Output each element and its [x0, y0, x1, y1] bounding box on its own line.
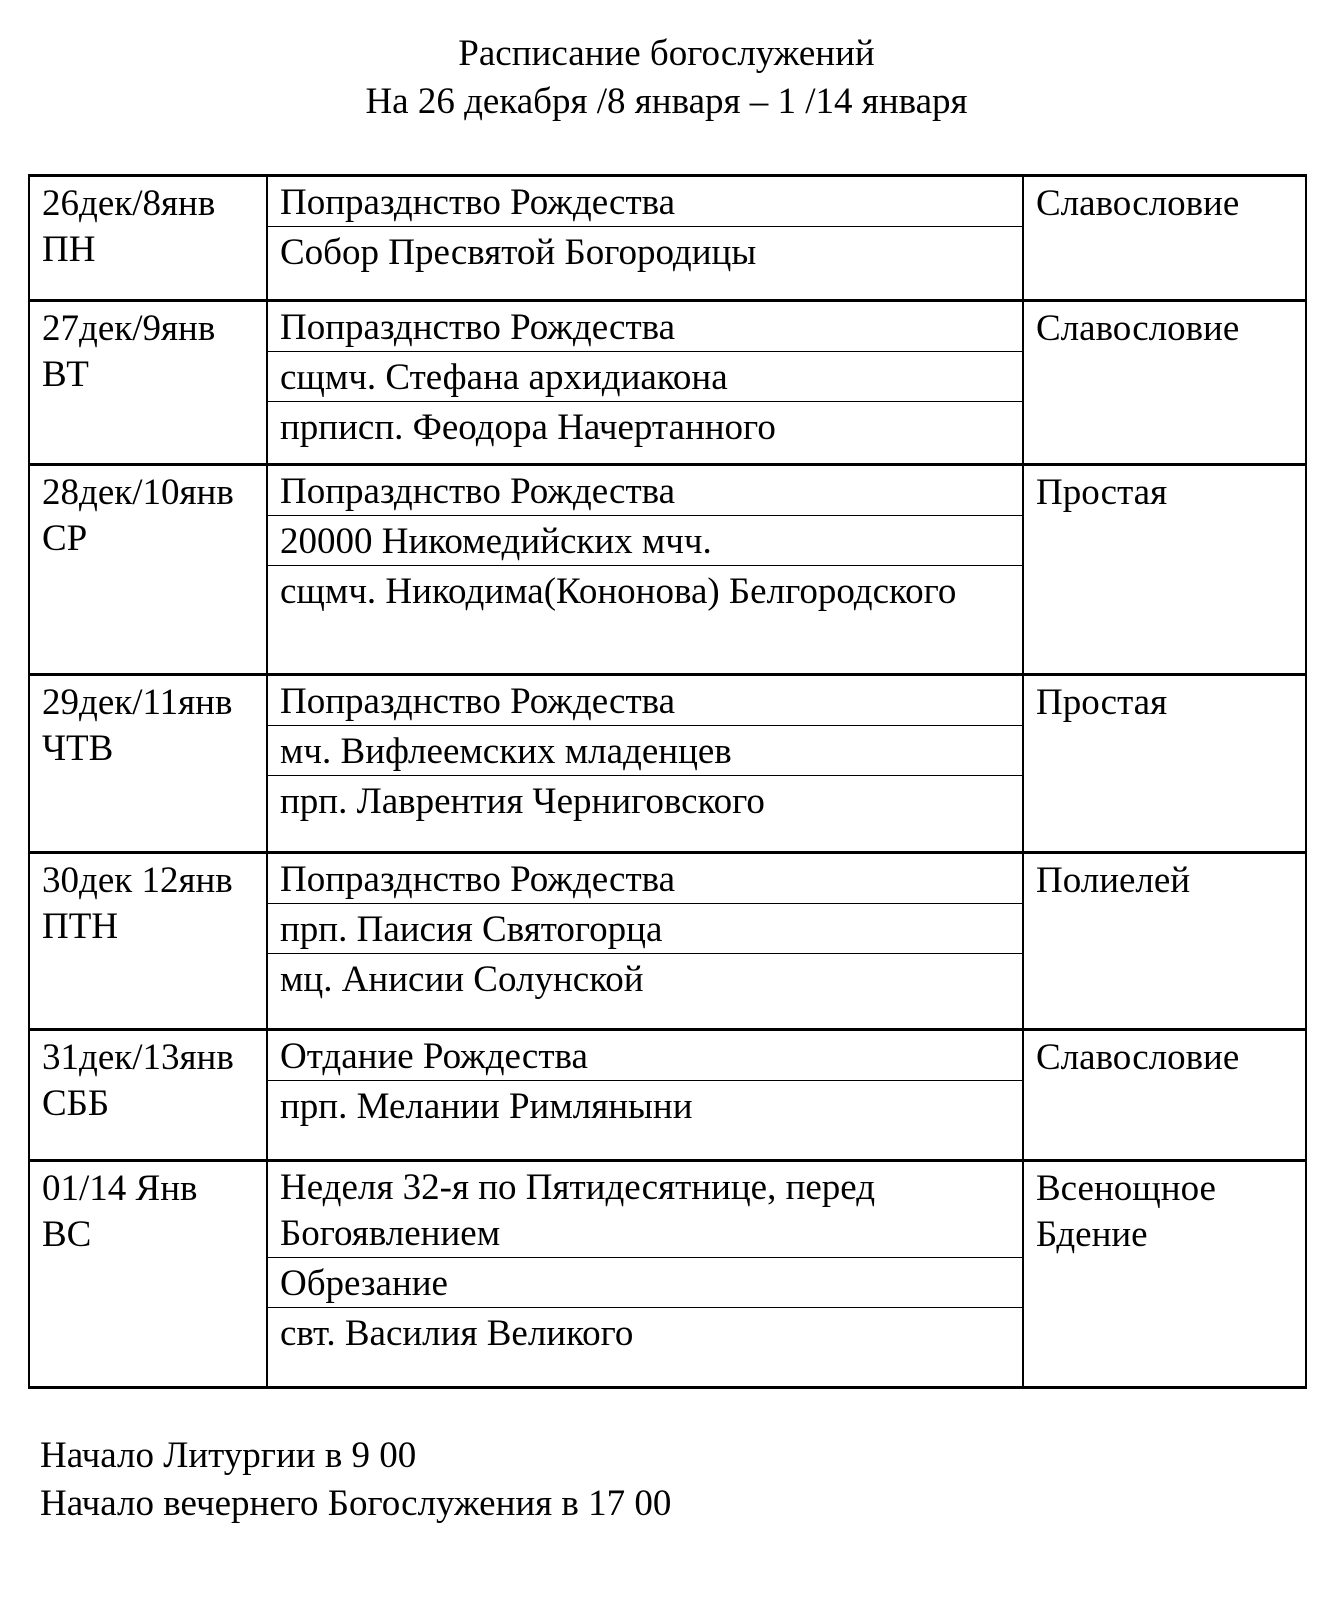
weekday-label: СР [42, 518, 88, 559]
date-label: 29дек/11янв [42, 682, 233, 723]
service-rank: Славословие [1036, 308, 1240, 349]
feast-entry: Обрезание [268, 1258, 1022, 1308]
weekday-label: СББ [42, 1083, 110, 1124]
date-label: 28дек/10янв [42, 472, 234, 513]
feast-entry: сщмч. Стефана архидиакона [268, 352, 1022, 402]
feast-entry: Собор Пресвятой Богородицы [280, 232, 757, 273]
service-rank-cell [1023, 1030, 1306, 1161]
schedule-row [29, 176, 1306, 301]
vespers-start-time: Начало вечернего Богослужения в 17 00 [40, 1483, 672, 1524]
service-rank-cell [1023, 465, 1306, 675]
feast-entry: Попразднство Рождества [268, 676, 1022, 726]
weekday-label: ПН [42, 229, 96, 270]
schedule-row [29, 1030, 1306, 1161]
service-times-note [40, 1432, 671, 1528]
feast-entry: мц. Анисии Солунской [280, 959, 644, 1000]
feast-entry: свт. Василия Великого [280, 1313, 634, 1354]
service-rank: Полиелей [1036, 860, 1191, 901]
weekday-label: ВТ [42, 354, 89, 395]
schedule-row [29, 465, 1306, 675]
feast-entry: прписп. Феодора Начертанного [280, 407, 776, 448]
feasts-cell [267, 675, 1023, 853]
feast-entry: сщмч. Никодима(Кононова) Белгородского [280, 571, 957, 612]
date-label: 30дек 12янв [42, 860, 233, 901]
feast-entry: прп. Лаврентия Черниговского [280, 781, 765, 822]
date-label: 01/14 Янв [42, 1168, 198, 1209]
service-rank: Простая [1036, 682, 1168, 723]
feasts-cell [267, 465, 1023, 675]
service-rank-cell [1023, 853, 1306, 1030]
schedule-date-range: На 26 декабря /8 января – 1 /14 января [365, 81, 968, 122]
weekday-label: ПТН [42, 906, 119, 947]
date-label: 31дек/13янв [42, 1037, 234, 1078]
service-rank: Всенощное [1036, 1168, 1216, 1209]
feasts-cell [267, 1161, 1023, 1388]
date-cell [29, 301, 267, 465]
feasts-cell [267, 176, 1023, 301]
schedule-table [28, 174, 1307, 1389]
service-rank-line2: Бдение [1036, 1214, 1148, 1255]
schedule-title: Расписание богослужений [458, 33, 875, 74]
date-cell [29, 1161, 267, 1388]
feast-entry: мч. Вифлеемских младенцев [268, 726, 1022, 776]
feast-entry: прп. Паисия Святогорца [268, 904, 1022, 954]
date-cell [29, 853, 267, 1030]
service-rank: Простая [1036, 472, 1168, 513]
date-cell [29, 465, 267, 675]
service-rank-cell [1023, 176, 1306, 301]
feast-entry: 20000 Никомедийских мчч. [268, 516, 1022, 566]
feast-entry: прп. Мелании Римляныни [280, 1086, 693, 1127]
date-label: 27дек/9янв [42, 308, 216, 349]
service-rank-cell [1023, 675, 1306, 853]
date-cell [29, 176, 267, 301]
feast-entry: Попразднство Рождества [268, 302, 1022, 352]
date-label: 26дек/8янв [42, 183, 216, 224]
feast-entry: Отдание Рождества [268, 1031, 1022, 1081]
feast-entry: Попразднство Рождества [268, 466, 1022, 516]
feasts-cell [267, 301, 1023, 465]
liturgy-start-time: Начало Литургии в 9 00 [40, 1435, 417, 1476]
schedule-row [29, 675, 1306, 853]
service-rank-cell [1023, 301, 1306, 465]
feast-entry: Неделя 32-я по Пятидесятнице, перед Богоявлением [268, 1162, 1022, 1258]
schedule-row [29, 301, 1306, 465]
date-cell [29, 1030, 267, 1161]
service-rank-cell [1023, 1161, 1306, 1388]
feast-entry: Попразднство Рождества [268, 854, 1022, 904]
weekday-label: ЧТВ [42, 728, 114, 769]
feast-entry: Попразднство Рождества [268, 177, 1022, 227]
feasts-cell [267, 1030, 1023, 1161]
document-title-block [0, 30, 1333, 126]
schedule-row [29, 1161, 1306, 1388]
date-cell [29, 675, 267, 853]
service-rank: Славословие [1036, 1037, 1240, 1078]
feasts-cell [267, 853, 1023, 1030]
weekday-label: ВС [42, 1214, 92, 1255]
schedule-row [29, 853, 1306, 1030]
service-rank: Славословие [1036, 183, 1240, 224]
